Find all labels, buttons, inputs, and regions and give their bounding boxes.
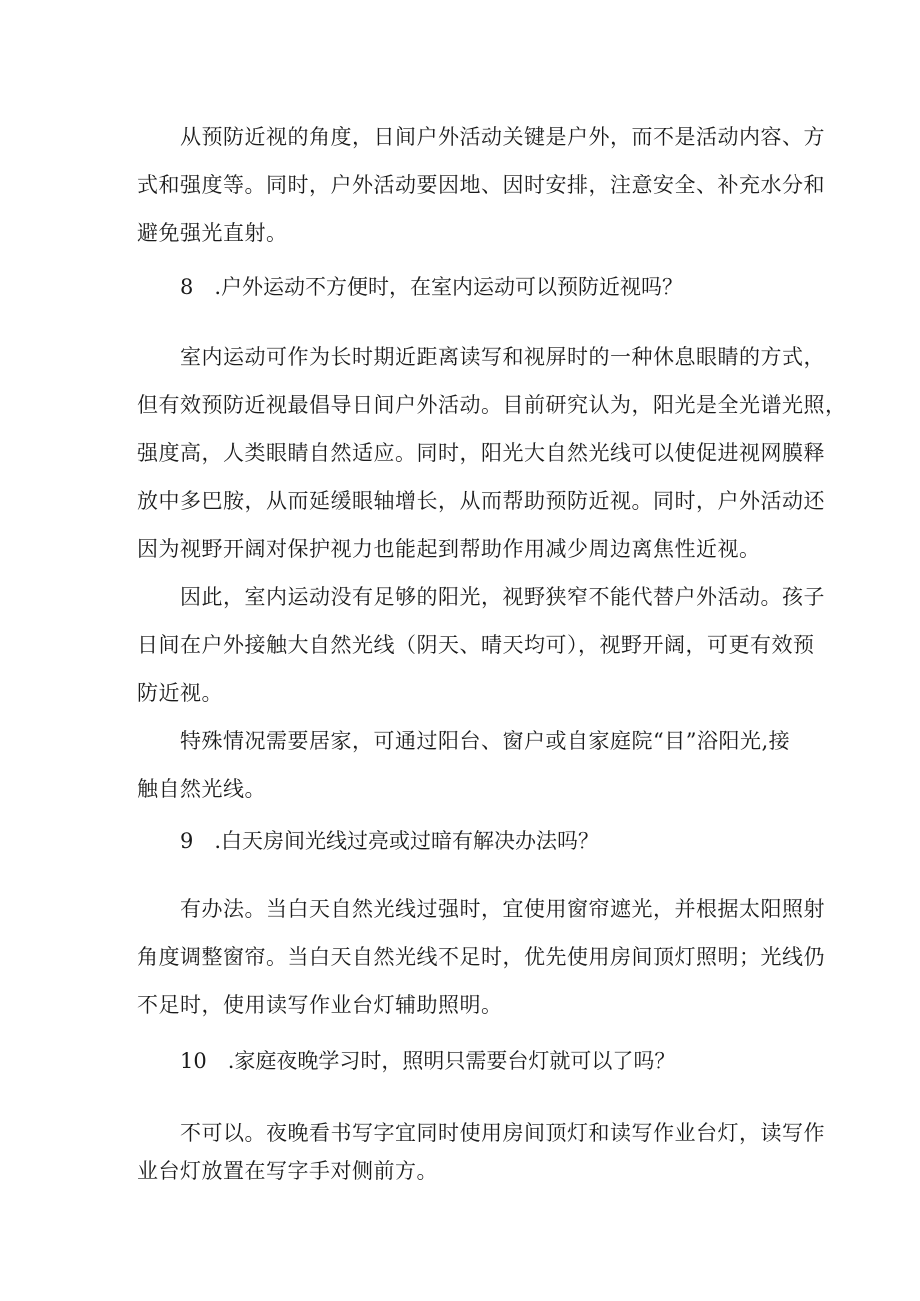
paragraph-3-line-2: 日间在户外接触大自然光线（阴天、晴天均可），视野开阔，可更有效预 xyxy=(137,633,815,657)
paragraph-2-line-2: 但有效预防近视最倡导日间户外活动。目前研究认为，阳光是全光谱光照， xyxy=(137,393,847,417)
paragraph-4-line-1: 特殊情况需要居家，可通过阳台、窗户或自家庭院“目”浴阳光,接 xyxy=(180,729,791,753)
question-9-heading: 9 .白天房间光线过亮或过暗有解决办法吗？ xyxy=(180,829,600,853)
paragraph-4-line-2: 触自然光线。 xyxy=(137,777,266,801)
paragraph-1-line-3: 避免强光直射。 xyxy=(137,221,288,245)
paragraph-5-line-3: 不足时，使用读写作业台灯辅助照明。 xyxy=(137,993,503,1017)
question-8-heading: 8 .户外运动不方便时，在室内运动可以预防近视吗？ xyxy=(180,275,684,299)
question-10-heading: 10 .家庭夜晚学习时，照明只需要台灯就可以了吗？ xyxy=(180,1049,676,1073)
paragraph-2-line-1: 室内运动可作为长时期近距离读写和视屏时的一种休息眼睛的方式， xyxy=(180,345,825,369)
paragraph-5-line-1: 有办法。当白天自然光线过强时，宜使用窗帘遮光，并根据太阳照射 xyxy=(180,897,825,921)
paragraph-1-line-2: 式和强度等。同时，户外活动要因地、因时安排，注意安全、补充水分和 xyxy=(137,173,825,197)
paragraph-2-line-3: 强度高，人类眼睛自然适应。同时，阳光大自然光线可以使促进视网膜释 xyxy=(137,441,825,465)
paragraph-2-line-4: 放中多巴胺，从而延缓眼轴增长，从而帮助预防近视。同时，户外活动还 xyxy=(137,489,825,513)
paragraph-5-line-2: 角度调整窗帘。当白天自然光线不足时，优先使用房间顶灯照明；光线仍 xyxy=(137,945,825,969)
paragraph-1-line-1: 从预防近视的角度，日间户外活动关键是户外，而不是活动内容、方 xyxy=(180,125,825,149)
paragraph-3-line-1: 因此，室内运动没有足够的阳光，视野狭窄不能代替户外活动。孩子 xyxy=(180,585,825,609)
paragraph-6-line-1: 不可以。夜晚看书写字宜同时使用房间顶灯和读写作业台灯，读写作 xyxy=(180,1121,825,1145)
paragraph-3-line-3: 防近视。 xyxy=(137,681,223,705)
paragraph-2-line-5: 因为视野开阔对保护视力也能起到帮助作用减少周边离焦性近视。 xyxy=(137,537,761,561)
paragraph-6-line-2: 业台灯放置在写字手对侧前方。 xyxy=(137,1159,438,1183)
